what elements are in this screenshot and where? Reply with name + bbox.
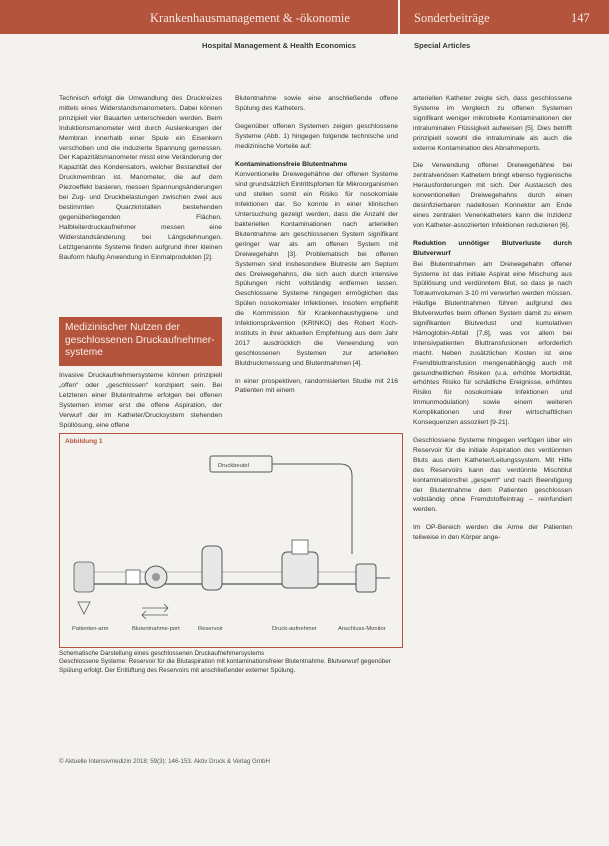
- column-3: [413, 94, 572, 551]
- label-transducer: Druck-aufnehmer: [272, 626, 317, 632]
- page-number: 147: [571, 11, 590, 25]
- label-monitor: Anschluss-Monitor: [338, 626, 386, 632]
- paragraph: Im OP-Bereich werden die Arme der Patienten teilweise in den Körper ange-: [413, 524, 572, 542]
- paragraph: Konventionelle Dreiwegehähne der offenen Systeme sind grundsätzlich Eintrittspforten für Mikroorganismen und stellen somit ein Risiko für nosokomiale Infektionen dar. So konnte in einer klinischen Untersuchung gezeigt werden, dass die Anzahl der bakteriellen Kontaminationen nach arteriellen Blutentnahme am geschlossenen System signifikant geringer war als am offenen System mit Dreiwegehahn [3]. Problematisch bei offenen Systemen sind insbesondere Blutreste am Septum des Dreiwegehahns, die sich auch durch intensive Spülungen nicht vollständig entfernen lassen. Geschlossene Systeme hingegen ermöglichen das Spülen nosokomialer Infektionen. Insofern empfiehlt die Kommission für Krankenhaushygiene und Infektionsprävention (KRINKO) des Robert Koch-Instituts in ihrer aktuellen Empfehlung aus dem Jahr 2017 ausdrücklich die Verwendung von geschlossenen Systemen zur arteriellen Blutdruckmessung und Blutentnahmen [4].: [235, 171, 398, 367]
- flush-device: [292, 540, 308, 554]
- column-2: [235, 94, 398, 404]
- subheading: Kontaminationsfreie Blutentnahme: [235, 160, 348, 168]
- paragraph: Bei Blutentnahmen am Dreiwegehahn offener Systeme ist das initiale Aspirat eine Mischung aus Spüllösung und verdünntem Blut, so dass je nach Totraumvolumen 3-10 ml verworfen werden müssen. Häufige Blutentnahmen führen aufgrund des Blutverwurfes beim offenen System damit zu einem signifikanten Blutverlust und kumulativen Hämoglobin-Abfall [7,8], was vor allem bei Intensivpatienten Bluttransfusionen erforderlich macht. Neben zusätzlichen Kosten ist eine Fremdbluttransfusion mengenabhängig auch mit gesundheitlichen Risiken (u.a. erhöhte Morbidität, erhöhtes Risiko für schädliche Ereignisse, erhöhtes Risiko für nosokomiale Infektionen und Immunmodulation) sowie einem weiteren Komplikationen und ihrer wirtschaftlichen Konsequenzen assoziiert [9-21].: [413, 260, 572, 427]
- label-reservoir: Reservoir: [198, 626, 223, 632]
- column-1-continued: [59, 371, 222, 438]
- paragraph: Die Verwendung offener Dreiwegehähne bei zentralvenösen Kathetern bringt ebenso hygienische Herausforderungen mit sich. Der Austausch des konventionellen Dreiwegehahns durch einen desinfizierbaren nadellosen Konnektor am Ende eines zentralen Venenkatheters kann die Inzidenz von Katheter-assoziierten Infektionen reduzieren [6].: [413, 162, 572, 229]
- section-heading-box: Medizinischer Nutzen der geschlossenen Druckaufnehmer-systeme: [59, 317, 222, 366]
- subheader-left: Hospital Management & Health Economics: [202, 41, 357, 50]
- paragraph: arteriellen Katheter zeigte sich, dass geschlossene Systeme im Vergleich zu offenen Systemen signifikant weniger mikrobielle Kontaminationen der intraluminalen Flüssigkeit aufweisen [5]. Dies betrifft prinzipiell sowohl die intraluminale als auch die externe Kontamination des Abnahmeports.: [413, 95, 572, 152]
- port-center: [152, 573, 160, 581]
- paragraph: Geschlossene Systeme hingegen verfügen über ein Reservoir für die initiale Aspiration des verdünnten Bluts aus dem Katheter/Leitungssystem. Mit Hilfe des Reservoirs kann das verdünnte Mischblut kontaminationsfrei „gesperrt“ und nach Beendigung der Blutentnahme dem Patienten geschlossen vollständig ohne Fremdstoffeintrag – reinfundiert werden.: [413, 437, 572, 514]
- label-patient-arm: Patienten-arm: [72, 626, 109, 632]
- caption-line-2: Geschlossene Systeme: Reservoir für die Blutaspiration mit kontaminationsfreier Blutentnahme. Blutverwurf gegenüber Spülung erfolgt. Der Entlüftung des Reservoirs mit anschließender externer Spülung.: [59, 658, 391, 674]
- tubing: [272, 464, 352, 554]
- caption-line-1: Schematische Darstellung eines geschlossenen Druckaufnehmersystems: [59, 650, 265, 657]
- column-1: [59, 94, 222, 270]
- header-bar: [0, 0, 609, 34]
- monitor-connector: [356, 564, 376, 592]
- section-label: Sonderbeiträge: [414, 11, 490, 25]
- pressure-transducer: [282, 552, 318, 588]
- figure-caption: [59, 650, 403, 675]
- paragraph: Blutentnahme sowie eine anschließende offene Spülung des Katheters.: [235, 95, 398, 112]
- paragraph: In einer prospektiven, randomisierten Studie mit 216 Patienten mit einem: [235, 377, 398, 395]
- patient-arm: [74, 562, 94, 592]
- subheading: Reduktion unnötiger Blutverluste durch Blutverwurf: [413, 239, 572, 257]
- system-diagram: [60, 434, 402, 647]
- down-arrow-icon: [78, 602, 90, 614]
- figure-1: [59, 433, 403, 648]
- paragraph: Gegenüber offenen Systemen zeigen geschlossene Systeme (Abb. 1) hingegen folgende technische und medizinische Vorteile auf:: [235, 122, 398, 150]
- paragraph: Technisch erfolgt die Umwandlung des Druckreizes mittels eines Widerstandsmanometers. Dabei können prinzipiell vier Bauarten unterschieden werden. Beim Induktionsmanometer wird durch Auslenkungen der Membran innerhalb einer Spule ein Eisenkern verschoben und die induzierte Spannung gemessen. Der Kapazitätsmanometer misst eine Veränderung der Kapazität des Kondensators, welcher Bestandteil der Druckmembran ist. Manometer, die auf dem Piezoeffekt basieren, messen Spannungsänderungen bei Zug- und Druckbelastungen zwischen zwei aus bestimmten Quarzkristallen bestehenden gegenüberliegenden Flächen. Halbleiterdruckaufnehmer messen eine Widerstandsänderung bei Längsdehnungen. Letztgenannte Systeme finden aufgrund ihrer kleinen Bauform häufig Anwendung in Einmalprodukten [2].: [59, 95, 222, 261]
- paragraph: Invasive Druckaufnehmersysteme können prinzipiell „offen“ oder „geschlossen“ konzipiert sein. Bei Letzteren einer Blutentnahme erfolgen bei offenen Systemen immer erst die offene Aspiration, der Verwurf der im Katheter/Drucksystem stehenden Spüllösung, eine offene: [59, 372, 222, 429]
- copyright-footer: © Aktuelle Intensivmedizin 2018; 59(3): 146-153. Aktiv Druck & Verlag GmbH: [59, 758, 270, 765]
- flow-arrows-icon: [142, 604, 168, 619]
- journal-section-title: Krankenhausmanagement & -ökonomie: [150, 11, 350, 25]
- pressure-bag-label: Druckbeutel: [218, 463, 249, 469]
- subheader-right: Special Articles: [414, 41, 471, 50]
- connector: [126, 570, 140, 584]
- header-divider: [398, 0, 400, 34]
- figure-label: Abbildung 1: [65, 438, 103, 445]
- label-sampling-port: Blutentnahme-port: [132, 626, 180, 632]
- reservoir: [202, 546, 222, 590]
